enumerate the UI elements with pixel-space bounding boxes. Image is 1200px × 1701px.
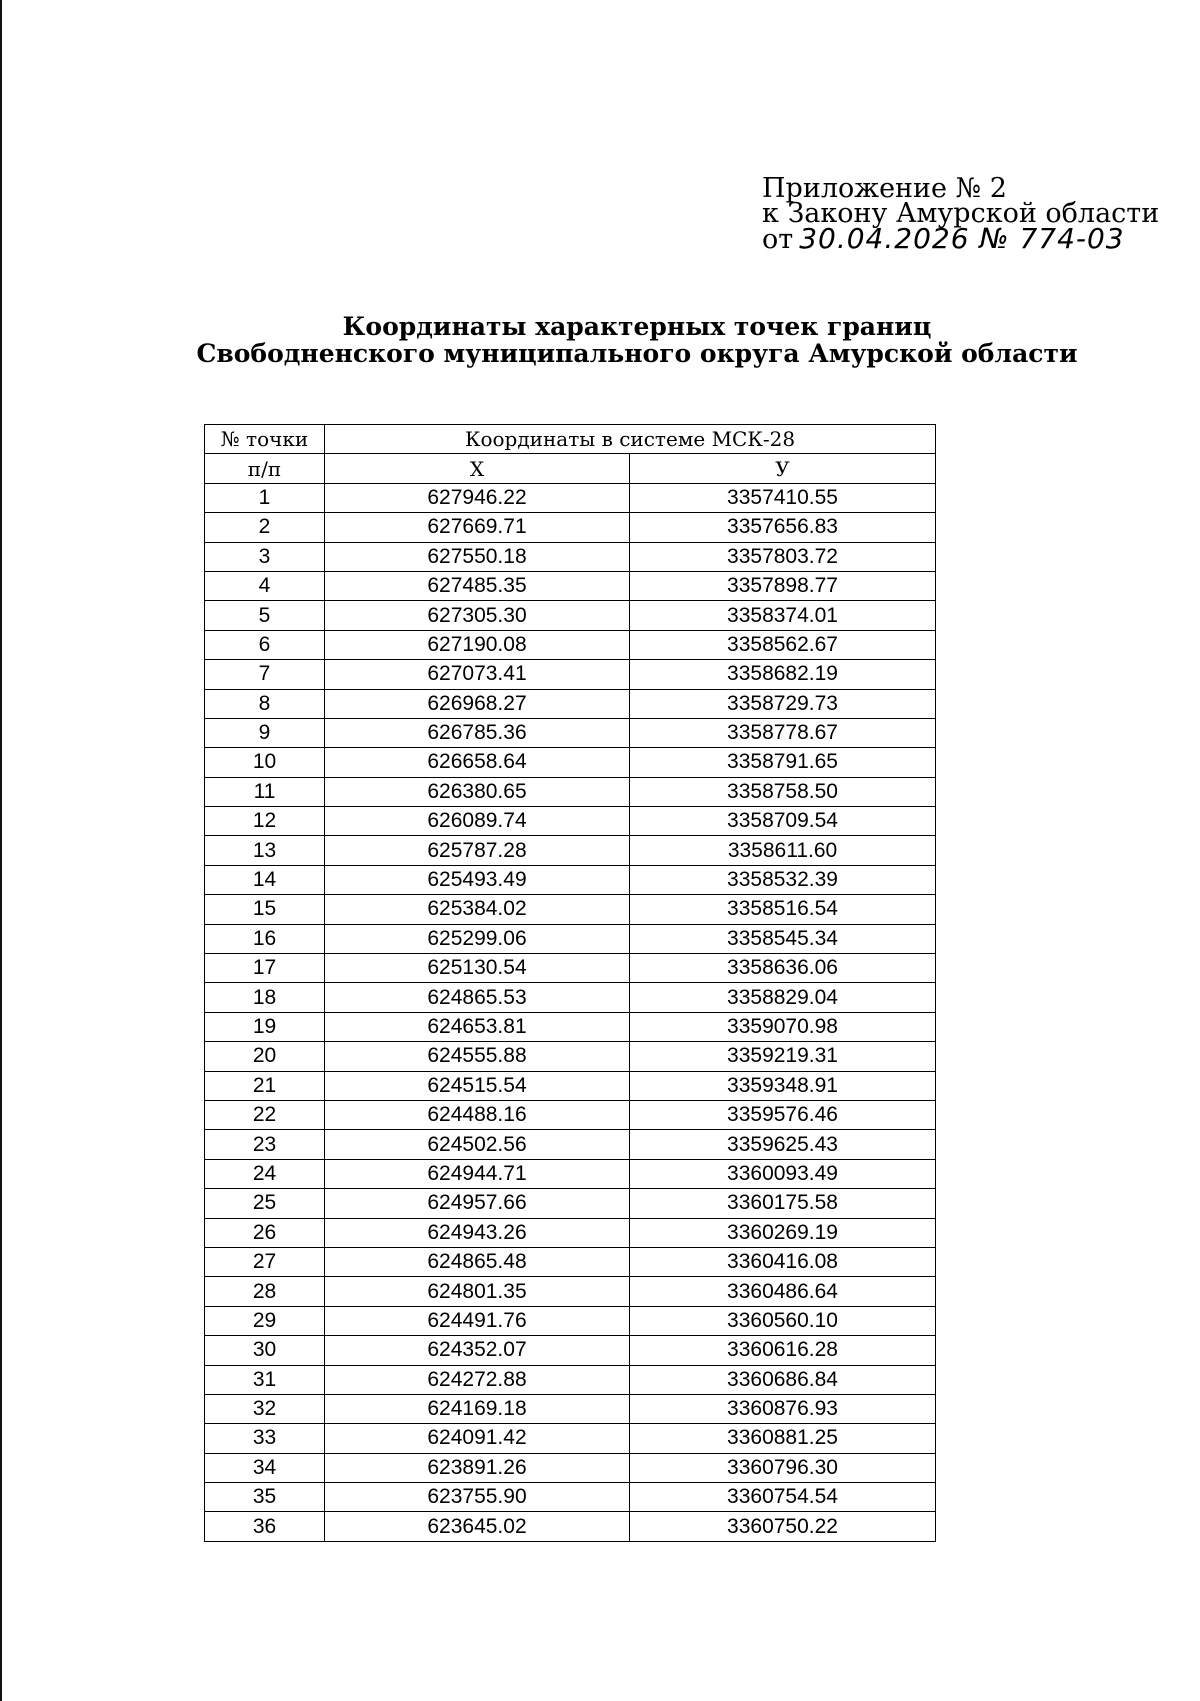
x-coordinate-cell: 627073.41: [325, 660, 630, 689]
x-coordinate-cell: 625787.28: [325, 836, 630, 865]
table-row: [205, 895, 936, 924]
x-coordinate-cell: 624502.56: [325, 1130, 630, 1159]
y-coordinate-cell: 3357803.72: [630, 542, 936, 571]
x-coordinate-cell: 627485.35: [325, 571, 630, 600]
x-coordinate-cell: 624488.16: [325, 1100, 630, 1129]
y-coordinate-cell: 3357898.77: [630, 571, 936, 600]
title-line-2: Свободненского муниципального округа Амурской области: [196, 339, 1078, 368]
table-body: [205, 483, 936, 1541]
y-coordinate-cell: 3360881.25: [630, 1424, 936, 1453]
y-coordinate-cell: 3358682.19: [630, 660, 936, 689]
point-number-cell: 3: [205, 542, 325, 571]
y-coordinate-cell: 3357656.83: [630, 513, 936, 542]
point-number-cell: 19: [205, 1012, 325, 1041]
x-coordinate-cell: 624555.88: [325, 1042, 630, 1071]
x-coordinate-cell: 625493.49: [325, 865, 630, 894]
coordinates-table: [204, 424, 936, 1542]
x-coordinate-cell: 623891.26: [325, 1453, 630, 1482]
x-coordinate-cell: 624653.81: [325, 1012, 630, 1041]
appendix-number: Приложение № 2: [762, 173, 1007, 204]
table-row: [205, 1071, 936, 1100]
table-row: [205, 836, 936, 865]
x-coordinate-cell: 624865.53: [325, 983, 630, 1012]
x-coordinate-cell: 624169.18: [325, 1394, 630, 1423]
x-coordinate-cell: 624491.76: [325, 1306, 630, 1335]
x-coordinate-cell: 625299.06: [325, 924, 630, 953]
point-number-cell: 18: [205, 983, 325, 1012]
y-coordinate-cell: 3358545.34: [630, 924, 936, 953]
table-row: [205, 1218, 936, 1247]
point-number-cell: 32: [205, 1394, 325, 1423]
y-coordinate-cell: 3358709.54: [630, 807, 936, 836]
y-coordinate-cell: 3358562.67: [630, 630, 936, 659]
point-number-cell: 1: [205, 483, 325, 512]
point-number-cell: 2: [205, 513, 325, 542]
table-row: [205, 542, 936, 571]
header-row-2: [205, 454, 936, 483]
y-coordinate-cell: 3358778.67: [630, 718, 936, 747]
table-row: [205, 660, 936, 689]
header-point-top: № точки: [205, 425, 325, 454]
table-row: [205, 1100, 936, 1129]
y-coordinate-cell: 3358516.54: [630, 895, 936, 924]
point-number-cell: 27: [205, 1247, 325, 1276]
y-coordinate-cell: 3360686.84: [630, 1365, 936, 1394]
table-row: [205, 1394, 936, 1423]
table-row: [205, 630, 936, 659]
x-coordinate-cell: 625130.54: [325, 954, 630, 983]
point-number-cell: 36: [205, 1512, 325, 1541]
scan-edge: [0, 0, 2, 1701]
x-coordinate-cell: 627305.30: [325, 601, 630, 630]
table-header: [205, 425, 936, 484]
point-number-cell: 6: [205, 630, 325, 659]
point-number-cell: 14: [205, 865, 325, 894]
x-coordinate-cell: 624957.66: [325, 1189, 630, 1218]
x-coordinate-cell: 624272.88: [325, 1365, 630, 1394]
x-coordinate-cell: 623755.90: [325, 1483, 630, 1512]
title-line-1: Координаты характерных точек границ: [342, 312, 932, 341]
point-number-cell: 13: [205, 836, 325, 865]
y-coordinate-cell: 3357410.55: [630, 483, 936, 512]
y-coordinate-cell: 3358532.39: [630, 865, 936, 894]
point-number-cell: 7: [205, 660, 325, 689]
y-coordinate-cell: 3359070.98: [630, 1012, 936, 1041]
x-coordinate-cell: 624944.71: [325, 1159, 630, 1188]
x-coordinate-cell: 624515.54: [325, 1071, 630, 1100]
y-coordinate-cell: 3360269.19: [630, 1218, 936, 1247]
table-row: [205, 1189, 936, 1218]
table-row: [205, 571, 936, 600]
table-row: [205, 983, 936, 1012]
handwritten-date-number: 30.04.2026 № 774-03: [799, 222, 1125, 255]
point-number-cell: 9: [205, 718, 325, 747]
x-coordinate-cell: 626089.74: [325, 807, 630, 836]
table-row: [205, 748, 936, 777]
point-number-cell: 28: [205, 1277, 325, 1306]
point-number-cell: 24: [205, 1159, 325, 1188]
point-number-cell: 8: [205, 689, 325, 718]
appendix-law: к Закону Амурской области: [762, 198, 1160, 229]
point-number-cell: 25: [205, 1189, 325, 1218]
x-coordinate-cell: 626658.64: [325, 748, 630, 777]
appendix-block: [762, 173, 1160, 255]
point-number-cell: 10: [205, 748, 325, 777]
point-number-cell: 23: [205, 1130, 325, 1159]
table-row: [205, 601, 936, 630]
point-number-cell: 34: [205, 1453, 325, 1482]
table-row: [205, 513, 936, 542]
table-row: [205, 1483, 936, 1512]
y-coordinate-cell: 3360175.58: [630, 1189, 936, 1218]
x-coordinate-cell: 625384.02: [325, 895, 630, 924]
x-coordinate-cell: 624865.48: [325, 1247, 630, 1276]
x-coordinate-cell: 624091.42: [325, 1424, 630, 1453]
table-row: [205, 807, 936, 836]
header-x: X: [325, 454, 630, 483]
appendix-date-line: [762, 222, 1159, 255]
table-row: [205, 1277, 936, 1306]
x-coordinate-cell: 626380.65: [325, 777, 630, 806]
y-coordinate-cell: 3360416.08: [630, 1247, 936, 1276]
point-number-cell: 17: [205, 954, 325, 983]
point-number-cell: 31: [205, 1365, 325, 1394]
header-row-1: [205, 425, 936, 454]
table-row: [205, 1424, 936, 1453]
point-number-cell: 15: [205, 895, 325, 924]
x-coordinate-cell: 624352.07: [325, 1336, 630, 1365]
point-number-cell: 29: [205, 1306, 325, 1335]
document-title: [0, 313, 1200, 367]
point-number-cell: 5: [205, 601, 325, 630]
table-row: [205, 1012, 936, 1041]
y-coordinate-cell: 3358611.60: [630, 836, 936, 865]
y-coordinate-cell: 3360560.10: [630, 1306, 936, 1335]
y-coordinate-cell: 3358791.65: [630, 748, 936, 777]
point-number-cell: 30: [205, 1336, 325, 1365]
y-coordinate-cell: 3360616.28: [630, 1336, 936, 1365]
header-point-bottom: п/п: [205, 454, 325, 483]
x-coordinate-cell: 626968.27: [325, 689, 630, 718]
point-number-cell: 12: [205, 807, 325, 836]
x-coordinate-cell: 623645.02: [325, 1512, 630, 1541]
table-row: [205, 954, 936, 983]
table-row: [205, 1365, 936, 1394]
table-row: [205, 865, 936, 894]
table-row: [205, 1512, 936, 1541]
point-number-cell: 16: [205, 924, 325, 953]
point-number-cell: 20: [205, 1042, 325, 1071]
y-coordinate-cell: 3360750.22: [630, 1512, 936, 1541]
x-coordinate-cell: 626785.36: [325, 718, 630, 747]
table-row: [205, 1247, 936, 1276]
x-coordinate-cell: 627946.22: [325, 483, 630, 512]
point-number-cell: 22: [205, 1100, 325, 1129]
point-number-cell: 21: [205, 1071, 325, 1100]
point-number-cell: 26: [205, 1218, 325, 1247]
y-coordinate-cell: 3360876.93: [630, 1394, 936, 1423]
y-coordinate-cell: 3360486.64: [630, 1277, 936, 1306]
point-number-cell: 4: [205, 571, 325, 600]
table-row: [205, 924, 936, 953]
y-coordinate-cell: 3359348.91: [630, 1071, 936, 1100]
y-coordinate-cell: 3359625.43: [630, 1130, 936, 1159]
appendix-date-prefix: от: [762, 224, 794, 255]
x-coordinate-cell: 624801.35: [325, 1277, 630, 1306]
table-row: [205, 1306, 936, 1335]
header-coords: Координаты в системе МСК-28: [325, 425, 936, 454]
table-row: [205, 1159, 936, 1188]
y-coordinate-cell: 3359219.31: [630, 1042, 936, 1071]
y-coordinate-cell: 3358729.73: [630, 689, 936, 718]
table-row: [205, 1042, 936, 1071]
y-coordinate-cell: 3358758.50: [630, 777, 936, 806]
table-row: [205, 1336, 936, 1365]
x-coordinate-cell: 627190.08: [325, 630, 630, 659]
table-row: [205, 777, 936, 806]
point-number-cell: 11: [205, 777, 325, 806]
y-coordinate-cell: 3358636.06: [630, 954, 936, 983]
table-row: [205, 1453, 936, 1482]
y-coordinate-cell: 3360796.30: [630, 1453, 936, 1482]
table-row: [205, 1130, 936, 1159]
y-coordinate-cell: 3358374.01: [630, 601, 936, 630]
point-number-cell: 33: [205, 1424, 325, 1453]
y-coordinate-cell: 3359576.46: [630, 1100, 936, 1129]
point-number-cell: 35: [205, 1483, 325, 1512]
y-coordinate-cell: 3360754.54: [630, 1483, 936, 1512]
y-coordinate-cell: 3358829.04: [630, 983, 936, 1012]
x-coordinate-cell: 624943.26: [325, 1218, 630, 1247]
header-y: У: [630, 454, 936, 483]
table-row: [205, 689, 936, 718]
y-coordinate-cell: 3360093.49: [630, 1159, 936, 1188]
table-row: [205, 718, 936, 747]
table-row: [205, 483, 936, 512]
x-coordinate-cell: 627550.18: [325, 542, 630, 571]
x-coordinate-cell: 627669.71: [325, 513, 630, 542]
